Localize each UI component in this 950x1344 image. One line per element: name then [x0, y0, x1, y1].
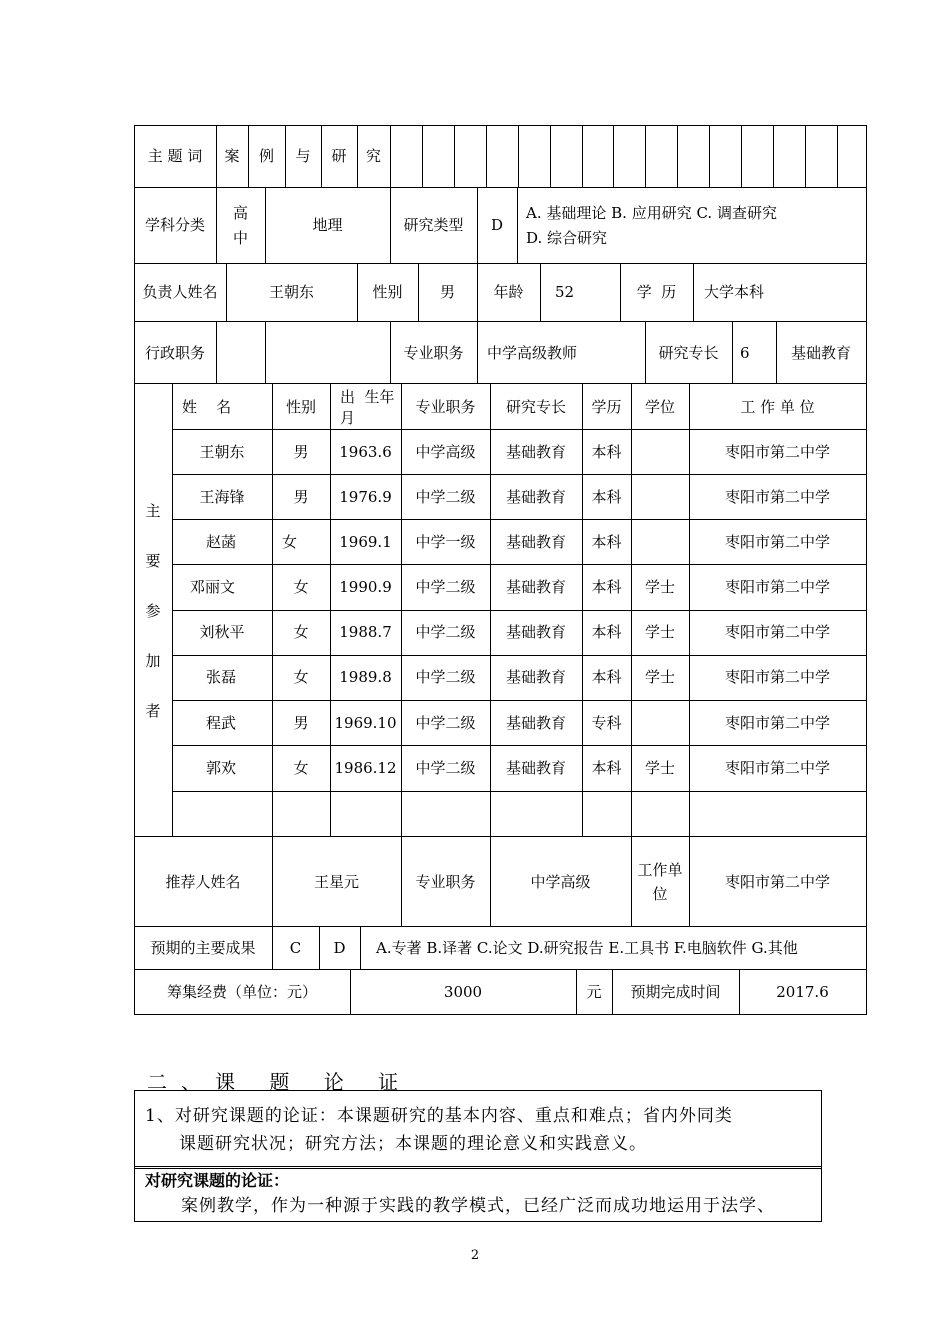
participant-specialty: 基础教育: [505, 623, 566, 641]
leader-gender: 男: [439, 283, 455, 301]
participant-education: 本科: [591, 623, 622, 641]
subject-field: 地理: [312, 216, 343, 234]
participant-name: 王海锋: [199, 488, 245, 506]
participant-specialty: 基础教育: [505, 668, 566, 686]
participant-gender: 女: [293, 623, 309, 641]
funding-label: 筹集经费（单位：元）: [166, 983, 317, 1001]
participants-header-education: 学历: [591, 398, 622, 416]
completion-time: 2017.6: [776, 983, 829, 1001]
participant-unit: 枣阳市第二中学: [724, 533, 830, 551]
participant-degree: 学士: [644, 578, 675, 596]
participant-degree: 学士: [644, 759, 675, 777]
leader-age: 52: [555, 283, 575, 301]
participant-birth: 1976.9: [339, 488, 392, 506]
argument-body-line-1: 案例教学，作为一种源于实践的教学模式，已经广泛而成功地运用于法学、: [181, 1196, 775, 1216]
outcome-options: A.专著 B.译著 C.论文 D.研究报告 E.工具书 F.电脑软件 G.其他: [376, 939, 798, 957]
school-level-line2: 中: [232, 229, 248, 247]
participant-degree: 学士: [644, 623, 675, 641]
recommender-unit-label-line1: 工作单: [637, 861, 683, 879]
argument-heading: 对研究课题的论证：: [145, 1171, 290, 1190]
participant-name: 邓丽文: [190, 578, 236, 596]
specialty-value: 基础教育: [790, 344, 851, 362]
participant-unit: 枣阳市第二中学: [724, 488, 830, 506]
participant-education: 本科: [591, 668, 622, 686]
participant-specialty: 基础教育: [505, 578, 566, 596]
research-type-options-line2: D. 综合研究: [526, 229, 608, 247]
participant-unit: 枣阳市第二中学: [724, 668, 830, 686]
page-number: 2: [470, 1248, 480, 1263]
participant-birth: 1986.12: [334, 759, 397, 777]
participant-birth: 1988.7: [339, 623, 392, 641]
funding-amount: 3000: [443, 983, 483, 1001]
research-type-options-line1: A. 基础理论 B. 应用研究 C. 调查研究: [526, 204, 777, 222]
keyword-char: 与: [295, 147, 311, 165]
participants-header-degree: 学位: [644, 398, 675, 416]
recommender-name-label: 推荐人姓名: [165, 873, 241, 891]
participant-name: 郭欢: [206, 759, 237, 777]
participants-header-unit: 工 作 单 位: [740, 398, 815, 416]
participant-gender: 女: [282, 533, 298, 551]
participant-education: 本科: [591, 488, 622, 506]
prompt-line-2: 课题研究状况；研究方法；本课题的理论意义和实践意义。: [179, 1134, 647, 1154]
participant-name: 张磊: [206, 668, 237, 686]
recommender-unit-label-line2: 位: [652, 885, 668, 903]
participants-header-title: 专业职务: [415, 398, 476, 416]
participant-title: 中学二级: [415, 668, 476, 686]
specialty-code: 6: [740, 344, 750, 362]
participant-title: 中学二级: [415, 578, 476, 596]
participant-title: 中学二级: [415, 759, 476, 777]
participant-title: 中学二级: [415, 623, 476, 641]
recommender-unit: 枣阳市第二中学: [724, 873, 830, 891]
completion-time-label: 预期完成时间: [630, 983, 721, 1001]
recommender-title-label: 专业职务: [415, 873, 476, 891]
participant-specialty: 基础教育: [505, 488, 566, 506]
participant-education: 本科: [591, 533, 622, 551]
participants-side-label-char: 要: [145, 552, 161, 570]
keyword-char: 例: [258, 147, 274, 165]
keyword-char: 案: [224, 147, 240, 165]
specialty-label: 研究专长: [658, 344, 719, 362]
participant-birth: 1989.8: [339, 668, 392, 686]
participant-gender: 女: [293, 668, 309, 686]
participant-gender: 女: [293, 578, 309, 596]
leader-education-label: 学 历: [636, 283, 677, 301]
participant-education: 本科: [591, 443, 622, 461]
participant-education: 专科: [591, 714, 622, 732]
participant-name: 刘秋平: [199, 623, 245, 641]
leader-name: 王朝东: [268, 283, 314, 301]
participant-birth: 1969.1: [339, 533, 392, 551]
participant-education: 本科: [591, 759, 622, 777]
argument-box: [134, 1166, 822, 1222]
leader-gender-label: 性别: [372, 283, 403, 301]
participant-gender: 男: [293, 443, 309, 461]
participant-specialty: 基础教育: [505, 533, 566, 551]
keyword-char: 究: [365, 147, 381, 165]
keyword-char: 研: [331, 147, 347, 165]
participant-education: 本科: [591, 578, 622, 596]
prompt-box: [134, 1090, 822, 1169]
participant-unit: 枣阳市第二中学: [724, 714, 830, 732]
funding-unit: 元: [586, 983, 602, 1001]
participant-title: 中学高级: [415, 443, 476, 461]
participant-title: 中学二级: [415, 714, 476, 732]
participant-name: 赵菡: [206, 533, 237, 551]
recommender-title: 中学高级: [530, 873, 591, 891]
keywords-label: 主 题 词: [147, 147, 203, 165]
participant-unit: 枣阳市第二中学: [724, 759, 830, 777]
outcome-choice: D: [333, 939, 346, 957]
participant-birth: 1963.6: [339, 443, 392, 461]
participants-side-label-char: 者: [145, 702, 161, 720]
participant-gender: 男: [293, 714, 309, 732]
professional-title: 中学高级教师: [487, 344, 578, 362]
participant-title: 中学一级: [415, 533, 476, 551]
prompt-line-1: 1、对研究课题的论证：本课题研究的基本内容、重点和难点；省内外同类: [145, 1106, 733, 1126]
participant-gender: 女: [293, 759, 309, 777]
participants-side-label-char: 主: [145, 502, 161, 520]
participant-birth: 1990.9: [339, 578, 392, 596]
participants-header-gender: 性别: [285, 398, 316, 416]
participants-header-birth-line2: 月: [340, 409, 356, 427]
research-type-label: 研究类型: [403, 216, 464, 234]
participant-specialty: 基础教育: [505, 714, 566, 732]
participant-title: 中学二级: [415, 488, 476, 506]
participants-header-birth-line1: 出 生年: [340, 388, 395, 406]
participant-degree: 学士: [644, 668, 675, 686]
outcome-choice: C: [289, 939, 302, 957]
participant-name: 王朝东: [199, 443, 245, 461]
participants-header-name: 姓 名: [182, 398, 232, 416]
participant-name: 程武: [206, 714, 237, 732]
leader-education: 大学本科: [704, 283, 765, 301]
participants-side-label-char: 加: [145, 652, 161, 670]
participant-gender: 男: [293, 488, 309, 506]
participant-specialty: 基础教育: [505, 759, 566, 777]
participants-side-label-char: 参: [145, 602, 161, 620]
outcomes-label: 预期的主要成果: [150, 939, 256, 957]
participant-specialty: 基础教育: [505, 443, 566, 461]
leader-name-label: 负责人姓名: [142, 283, 218, 301]
participant-unit: 枣阳市第二中学: [724, 578, 830, 596]
school-level-line1: 高: [232, 204, 248, 222]
admin-position-label: 行政职务: [144, 344, 205, 362]
professional-title-label: 专业职务: [403, 344, 464, 362]
subject-label: 学科分类: [144, 216, 205, 234]
participant-unit: 枣阳市第二中学: [724, 623, 830, 641]
recommender-name: 王星元: [313, 873, 359, 891]
participant-birth: 1969.10: [334, 714, 397, 732]
leader-age-label: 年龄: [493, 283, 524, 301]
section-title: 二、课 题 论 证: [147, 1070, 413, 1094]
research-type-value: D: [490, 216, 504, 234]
participant-unit: 枣阳市第二中学: [724, 443, 830, 461]
participants-header-specialty: 研究专长: [505, 398, 566, 416]
